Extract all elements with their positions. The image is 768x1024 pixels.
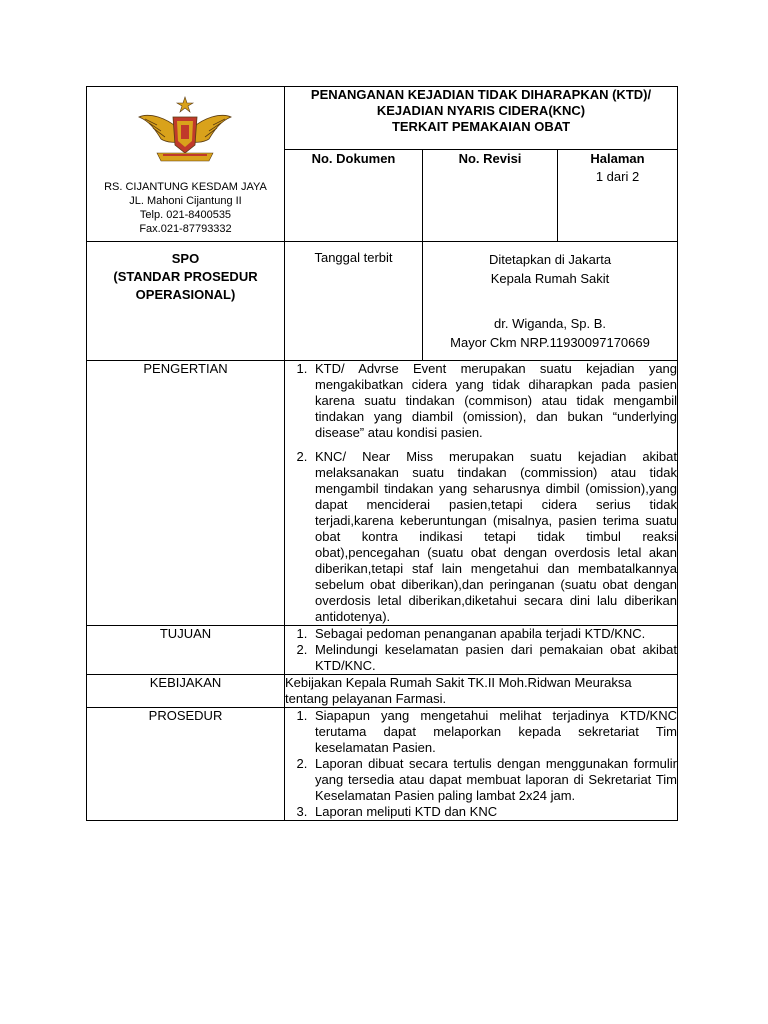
ditetapkan-text: Ditetapkan di Jakarta xyxy=(488,252,612,267)
tujuan-label: TUJUAN xyxy=(87,626,285,675)
no-revisi-label: No. Revisi xyxy=(458,151,522,167)
halaman-cell xyxy=(558,150,678,242)
list-item: 2. KNC/ Near Miss merupakan suatu kejadian akibat melaksanakan suatu tindakan (commission) atau tidak mengambil tindakan yang seharusnya dimbil (omission),yang dapat menciderai pasien,tetapi cidera serius tidak terjadi,karena keberuntungan (misalnya, pasien terima suatu obat kontra indikasi tetapi tidak timbul reaksi obat),pencegahan (suatu obat dengan overdosis letal akan diberikan,tetapi staf lain mengetahui dan membatalkannya sebelum obat diberikan),dan peringanan (suatu obat dengan overdosis letal diberikan,diketahui secara dini lalu diberikan antidotenya). xyxy=(311,449,677,625)
title-line-1: PENANGANAN KEJADIAN TIDAK DIHARAPKAN (KTD)/ xyxy=(310,87,652,102)
tanggal-terbit-label: Tanggal terbit xyxy=(314,250,393,265)
hospital-emblem-logo xyxy=(137,95,233,167)
pengertian-label: PENGERTIAN xyxy=(87,361,285,626)
prosedur-list xyxy=(285,708,677,820)
pengertian-content xyxy=(285,361,678,626)
list-item: 1. Sebagai pedoman penanganan apabila terjadi KTD/KNC. xyxy=(311,626,677,642)
tanggal-terbit-cell xyxy=(285,242,423,361)
pengertian-list xyxy=(285,361,677,625)
no-dokumen-label: No. Dokumen xyxy=(311,151,396,167)
list-item: 2. Laporan dibuat secara tertulis dengan menggunakan formulir yang tersedia atau dapat membuat laporan di Sekretariat Tim Keselamatan Pasien paling lambat 2x24 jam. xyxy=(311,756,677,804)
kebijakan-content xyxy=(285,675,678,708)
signer-name: dr. Wiganda, Sp. B. xyxy=(494,316,607,331)
list-item: 1. KTD/ Advrse Event merupakan suatu kejadian yang mengakibatkan cidera yang tidak diharapkan pada pasien karena suatu tindakan (commison) atau tidak mengambil tindakan yang diambil (omission), dan bukan “underlying disease” atau kondisi pasien. xyxy=(311,361,677,441)
hospital-identity-cell xyxy=(87,87,285,242)
title-line-3: TERKAIT PEMAKAIAN OBAT xyxy=(391,119,571,134)
kebijakan-label: KEBIJAKAN xyxy=(87,675,285,708)
halaman-value: 1 dari 2 xyxy=(595,169,640,185)
title-line-2: KEJADIAN NYARIS CIDERA(KNC) xyxy=(376,103,586,118)
hospital-phone: Telp. 021-8400535 xyxy=(139,209,232,221)
ditetapkan-cell xyxy=(423,242,678,361)
spo-title-line-1: SPO xyxy=(171,251,200,266)
spo-title-line-2: (STANDAR PROSEDUR xyxy=(113,269,258,284)
no-dokumen-cell xyxy=(285,150,423,242)
spo-title-line-3: OPERASIONAL) xyxy=(135,287,236,302)
prosedur-content xyxy=(285,708,678,821)
document-title xyxy=(285,87,678,150)
hospital-fax: Fax.021-87793332 xyxy=(139,223,232,235)
kebijakan-text: Kebijakan Kepala Rumah Sakit TK.II Moh.Ridwan Meuraksa tentang pelayanan Farmasi. xyxy=(285,675,632,706)
spo-title-cell xyxy=(87,242,285,361)
prosedur-label: PROSEDUR xyxy=(87,708,285,821)
list-item: 1. Siapapun yang mengetahui melihat terjadinya KTD/KNC terutama dapat melaporkan kepada sekretariat Tim keselamatan Pasien. xyxy=(311,708,677,756)
hospital-address-block xyxy=(87,180,284,236)
spo-table xyxy=(86,86,678,821)
halaman-label: Halaman xyxy=(590,151,645,167)
spo-document xyxy=(86,86,677,934)
tujuan-content xyxy=(285,626,678,675)
list-item: 2. Melindungi keselamatan pasien dari pemakaian obat akibat KTD/KNC. xyxy=(311,642,677,674)
signer-rank: Mayor Ckm NRP.11930097170669 xyxy=(450,335,650,350)
hospital-street: JL. Mahoni Cijantung II xyxy=(129,195,242,207)
no-revisi-cell xyxy=(423,150,558,242)
list-item: 3. Laporan meliputi KTD dan KNC xyxy=(311,804,677,820)
hospital-name: RS. CIJANTUNG KESDAM JAYA xyxy=(104,181,267,193)
kepala-text: Kepala Rumah Sakit xyxy=(490,271,610,286)
tujuan-list xyxy=(285,626,677,674)
